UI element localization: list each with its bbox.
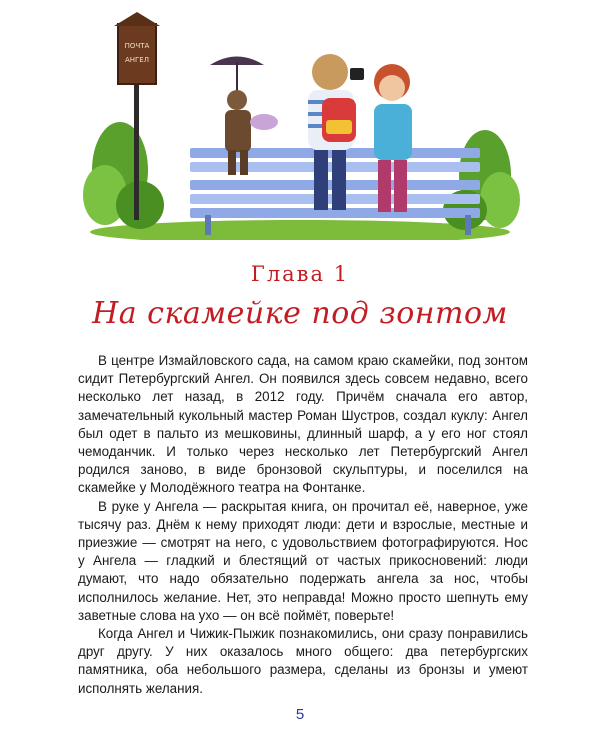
mailbox-sign: [114, 12, 160, 84]
mailbox-post: [134, 80, 139, 220]
chapter-title: На скамейке под зонтом: [92, 296, 508, 331]
mailbox-sign-line-1: ПОЧТА: [124, 42, 150, 50]
paragraph: Когда Ангел и Чижик-Пыжик познакомились, они сразу понравились друг другу. У них оказалось много общего: два петербургских памятника, оба небольшого размера, сделаны из бронзы и умеют исполнять желания.: [78, 626, 528, 696]
mailbox-sign-line-2: АНГЕЛ: [124, 56, 150, 64]
chapter-label: Глава 1: [250, 262, 350, 286]
page-number: 5: [295, 706, 305, 723]
left-bushes: [83, 122, 164, 229]
paragraph: В руке у Ангела — раскрытая книга, он прочитал её, наверное, уже тысячу раз. Днём к нему приходят люди: дети и взрослые, местные и приезжие — смотрят на него, с удовольствием фотографируются. Нос у Ангела — гладкий и блестящий от частых прикосновений: люди думают, что надо обязательно подержать ангела за нос, чтобы исполнилось желание. Нет, это неправда! Можно просто шепнуть ему заветные слова на ухо — он всё поймёт, поверьте!: [78, 498, 528, 623]
paragraph: В центре Измайловского сада, на самом краю скамейки, под зонтом сидит Петербургский Ангел. Он появился здесь совсем недавно, всего несколько лет назад, в 2012 году. Причём сначала его автор, замечательный кукольный мастер Роман Шустров, создал куклу: Ангел был одет в пальто из мешковины, длинный шарф, а у его ног стоял чемоданчик. И только через несколько лет Петербургский Ангел родился заново, в виде бронзовой скульптуры, и поселился на скамейке у Молодёжного театра на Фонтанке.: [78, 353, 528, 496]
chapter-body: [78, 352, 528, 698]
chapter-illustration: [80, 10, 520, 240]
